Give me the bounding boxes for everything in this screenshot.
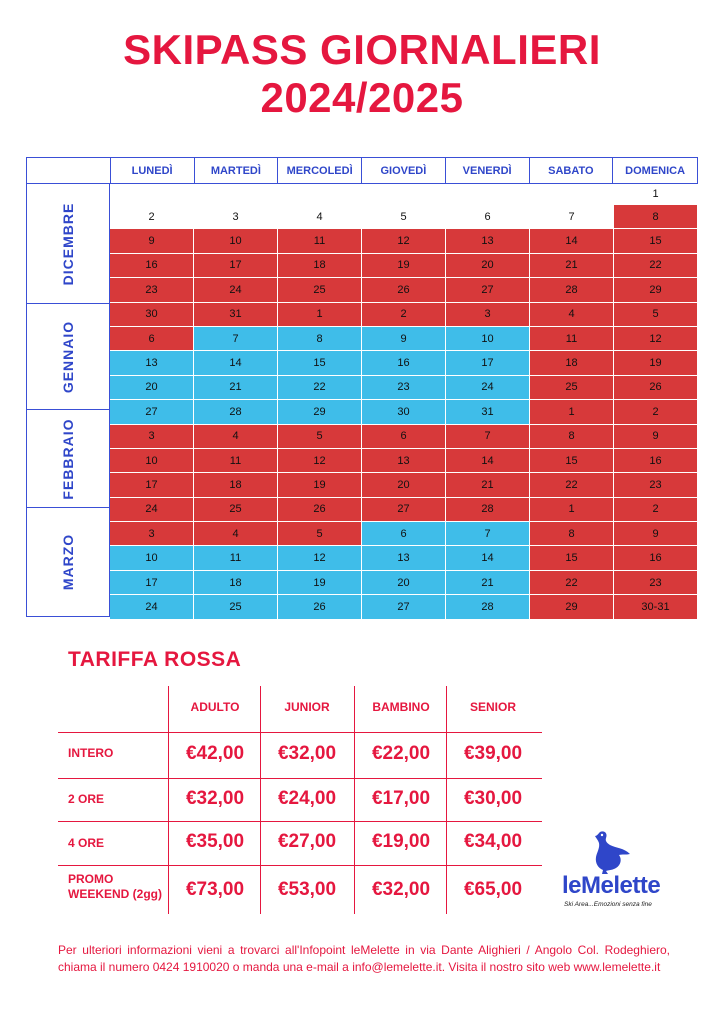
- row-label-2-ore: 2 ORE: [68, 792, 105, 806]
- calendar-day-cell: 10: [110, 546, 194, 570]
- calendar-day-cell: 16: [614, 449, 698, 473]
- calendar-day-cell: 25: [194, 595, 278, 619]
- calendar-day-cell: 20: [362, 473, 446, 497]
- calendar-day-cell: 28: [530, 278, 614, 302]
- price-cell: €19,00: [371, 831, 431, 852]
- calendar-day-cell: 15: [530, 546, 614, 570]
- price-cell: €27,00: [277, 831, 337, 852]
- tariff-table: [58, 686, 542, 914]
- calendar-day-cell: 18: [194, 473, 278, 497]
- calendar-day-cell: 18: [194, 571, 278, 595]
- calendar-day-cell: 15: [530, 449, 614, 473]
- calendar-week-row: [110, 205, 698, 229]
- calendar-day-cell: 11: [194, 546, 278, 570]
- day-header: VENERDÌ: [446, 158, 530, 183]
- calendar-day-cell: 9: [362, 327, 446, 351]
- calendar-day-cell: [362, 184, 446, 205]
- calendar-day-cell: 7: [446, 425, 530, 449]
- calendar-day-cell: 14: [446, 449, 530, 473]
- calendar-week-row: [110, 400, 698, 424]
- calendar-day-cell: [530, 184, 614, 205]
- calendar-day-cell: 12: [278, 449, 362, 473]
- month-label: GENNAIO: [60, 320, 76, 393]
- column-header-adulto: ADULTO: [190, 700, 240, 714]
- calendar-day-cell: 12: [614, 327, 698, 351]
- calendar-day-cell: 17: [110, 571, 194, 595]
- calendar-week-row: [110, 546, 698, 570]
- calendar-day-cell: 4: [278, 205, 362, 229]
- calendar-header: [26, 157, 698, 184]
- calendar-day-cell: 16: [614, 546, 698, 570]
- calendar-day-cell: 18: [530, 351, 614, 375]
- calendar-day-cell: 5: [278, 522, 362, 546]
- calendar-day-cell: 11: [194, 449, 278, 473]
- calendar-day-cell: 23: [362, 376, 446, 400]
- month-label: MARZO: [60, 533, 76, 591]
- calendar-day-cell: 14: [194, 351, 278, 375]
- calendar-day-cell: 9: [614, 522, 698, 546]
- day-header: MERCOLEDÌ: [278, 158, 362, 183]
- calendar-day-cell: 28: [446, 498, 530, 522]
- price-cell: €73,00: [185, 879, 245, 900]
- price-cell: €35,00: [185, 831, 245, 852]
- calendar-day-cell: 23: [614, 473, 698, 497]
- price-cell: €17,00: [371, 788, 431, 809]
- calendar-day-cell: 22: [614, 254, 698, 278]
- calendar-day-cell: 3: [446, 303, 530, 327]
- calendar-day-cell: 27: [362, 595, 446, 619]
- price-cell: €32,00: [277, 743, 337, 764]
- calendar-day-cell: [446, 184, 530, 205]
- calendar-day-cell: 1: [530, 498, 614, 522]
- calendar-day-cell: 25: [194, 498, 278, 522]
- month-block-gennaio: [26, 304, 110, 410]
- calendar-week-row: [110, 425, 698, 449]
- calendar: [26, 184, 698, 617]
- calendar-day-cell: 8: [614, 205, 698, 229]
- calendar-day-cell: 2: [614, 400, 698, 424]
- calendar-day-cell: 11: [530, 327, 614, 351]
- calendar-day-cell: 23: [110, 278, 194, 302]
- calendar-day-cell: 6: [110, 327, 194, 351]
- calendar-day-cell: 20: [362, 571, 446, 595]
- calendar-day-cell: 5: [362, 205, 446, 229]
- calendar-day-cell: 21: [530, 254, 614, 278]
- month-label: DICEMBRE: [60, 202, 76, 285]
- calendar-day-cell: 27: [110, 400, 194, 424]
- calendar-day-cell: 27: [362, 498, 446, 522]
- day-header: SABATO: [530, 158, 614, 183]
- calendar-day-cell: 7: [530, 205, 614, 229]
- calendar-week-row: [110, 254, 698, 278]
- calendar-day-cell: 31: [194, 303, 278, 327]
- calendar-day-cell: [194, 184, 278, 205]
- calendar-week-row: [110, 473, 698, 497]
- calendar-week-row: [110, 571, 698, 595]
- calendar-day-cell: 21: [446, 571, 530, 595]
- calendar-week-row: [110, 229, 698, 253]
- calendar-day-cell: 26: [362, 278, 446, 302]
- calendar-day-cell: 19: [278, 473, 362, 497]
- calendar-week-row: [110, 278, 698, 302]
- price-cell: €34,00: [463, 831, 523, 852]
- calendar-day-cell: 22: [278, 376, 362, 400]
- season-title: 2024/2025: [260, 74, 464, 121]
- calendar-day-cell: 29: [530, 595, 614, 619]
- calendar-day-cell: 30: [362, 400, 446, 424]
- calendar-day-cell: 13: [362, 449, 446, 473]
- calendar-day-cell: 2: [110, 205, 194, 229]
- calendar-day-cell: 21: [194, 376, 278, 400]
- calendar-week-row: [110, 351, 698, 375]
- price-cell: €22,00: [371, 743, 431, 764]
- calendar-day-cell: 4: [530, 303, 614, 327]
- calendar-day-cell: 6: [362, 522, 446, 546]
- calendar-day-cell: 4: [194, 425, 278, 449]
- row-label-intero: INTERO: [68, 746, 114, 760]
- calendar-day-cell: 16: [110, 254, 194, 278]
- calendar-day-cell: 14: [446, 546, 530, 570]
- table-divider: [58, 821, 542, 822]
- calendar-week-row: [110, 327, 698, 351]
- calendar-day-cell: 23: [614, 571, 698, 595]
- calendar-day-cell: 15: [278, 351, 362, 375]
- month-block-dicembre: [26, 184, 110, 304]
- calendar-day-cell: 14: [530, 229, 614, 253]
- calendar-day-cell: 29: [614, 278, 698, 302]
- page-title: SKIPASS GIORNALIERI: [123, 26, 601, 73]
- calendar-day-cell: 3: [110, 425, 194, 449]
- calendar-day-cell: 8: [278, 327, 362, 351]
- calendar-week-row: [110, 522, 698, 546]
- calendar-day-cell: 4: [194, 522, 278, 546]
- calendar-day-cell: 26: [278, 498, 362, 522]
- calendar-week-row: [110, 303, 698, 327]
- calendar-day-cell: 7: [194, 327, 278, 351]
- calendar-day-cell: 17: [446, 351, 530, 375]
- calendar-day-cell: 22: [530, 473, 614, 497]
- calendar-day-cell: 27: [446, 278, 530, 302]
- calendar-day-cell: 26: [614, 376, 698, 400]
- price-cell: €24,00: [277, 788, 337, 809]
- logo-wordmark: leMelette: [562, 872, 661, 899]
- calendar-day-cell: 19: [614, 351, 698, 375]
- column-header-senior: SENIOR: [469, 700, 516, 714]
- calendar-day-cell: 10: [194, 229, 278, 253]
- calendar-day-cell: 18: [278, 254, 362, 278]
- calendar-day-cell: 6: [446, 205, 530, 229]
- calendar-day-cell: 2: [614, 498, 698, 522]
- day-header: LUNEDÌ: [111, 158, 195, 183]
- calendar-day-cell: 28: [194, 400, 278, 424]
- calendar-day-cell: 26: [278, 595, 362, 619]
- calendar-day-cell: 13: [110, 351, 194, 375]
- calendar-day-cell: 15: [614, 229, 698, 253]
- calendar-day-cell: 12: [362, 229, 446, 253]
- calendar-day-cell: 13: [362, 546, 446, 570]
- calendar-week-row: [110, 376, 698, 400]
- calendar-day-cell: 19: [362, 254, 446, 278]
- calendar-week-row: [110, 449, 698, 473]
- calendar-day-cell: 8: [530, 425, 614, 449]
- price-cell: €65,00: [463, 879, 523, 900]
- calendar-day-cell: 25: [530, 376, 614, 400]
- calendar-day-cell: 25: [278, 278, 362, 302]
- calendar-day-cell: 10: [446, 327, 530, 351]
- calendar-day-cell: 24: [446, 376, 530, 400]
- tariff-title: TARIFFA ROSSA: [68, 648, 242, 671]
- table-divider: [58, 778, 542, 779]
- price-cell: €30,00: [463, 788, 523, 809]
- day-header: MARTEDÌ: [195, 158, 279, 183]
- calendar-day-cell: 24: [194, 278, 278, 302]
- calendar-day-cell: 28: [446, 595, 530, 619]
- day-header: DOMENICA: [625, 164, 686, 177]
- calendar-grid: [110, 184, 698, 620]
- month-block-marzo: [26, 508, 110, 617]
- lemelette-logo: [556, 828, 676, 918]
- column-header-junior: JUNIOR: [284, 700, 330, 714]
- calendar-day-cell: 1: [278, 303, 362, 327]
- calendar-week-row: [110, 498, 698, 522]
- calendar-day-cell: [110, 184, 194, 205]
- calendar-day-cell: 2: [362, 303, 446, 327]
- row-label-4-ore: 4 ORE: [68, 836, 105, 850]
- price-cell: €32,00: [185, 788, 245, 809]
- price-cell: €32,00: [371, 879, 431, 900]
- day-header: GIOVEDÌ: [362, 158, 446, 183]
- logo-tagline: Ski Area...Emozioni senza fine: [564, 901, 652, 908]
- calendar-day-cell: 12: [278, 546, 362, 570]
- calendar-day-cell: 7: [446, 522, 530, 546]
- capercaillie-bird-icon: [586, 828, 634, 874]
- table-divider: [58, 865, 542, 866]
- calendar-day-cell: 8: [530, 522, 614, 546]
- calendar-day-cell: 10: [110, 449, 194, 473]
- calendar-day-cell: 30-31: [614, 595, 698, 619]
- calendar-day-cell: 5: [278, 425, 362, 449]
- month-block-febbraio: [26, 410, 110, 508]
- calendar-day-cell: 5: [614, 303, 698, 327]
- calendar-day-cell: 3: [194, 205, 278, 229]
- calendar-day-cell: 9: [110, 229, 194, 253]
- calendar-day-cell: 29: [278, 400, 362, 424]
- calendar-day-cell: 1: [614, 184, 698, 205]
- calendar-day-cell: 17: [110, 473, 194, 497]
- calendar-corner: [27, 158, 111, 183]
- calendar-day-cell: 20: [446, 254, 530, 278]
- calendar-day-cell: 30: [110, 303, 194, 327]
- calendar-day-cell: 21: [446, 473, 530, 497]
- column-header-bambino: BAMBINO: [372, 700, 430, 714]
- calendar-day-cell: 16: [362, 351, 446, 375]
- calendar-week-row: [110, 595, 698, 619]
- calendar-day-cell: 24: [110, 595, 194, 619]
- footer-info: Per ulteriori informazioni vieni a trovarci all'Infopoint leMelette in via Dante Alighieri / Angolo Col. Rodeghiero, chiama il numero 0424 1910020 o manda una e-mail a info@lemelette.it. Visita il nostro sito web www.lemelette.it: [58, 943, 670, 974]
- calendar-day-cell: 22: [530, 571, 614, 595]
- price-cell: €53,00: [277, 879, 337, 900]
- calendar-day-cell: 19: [278, 571, 362, 595]
- calendar-day-cell: 17: [194, 254, 278, 278]
- calendar-day-cell: 9: [614, 425, 698, 449]
- calendar-week-row: [110, 184, 698, 205]
- price-cell: €42,00: [185, 743, 245, 764]
- table-divider: [58, 732, 542, 733]
- calendar-day-cell: 20: [110, 376, 194, 400]
- row-label-promo-weekend: PROMO WEEKEND (2gg): [68, 872, 162, 901]
- calendar-day-cell: 24: [110, 498, 194, 522]
- calendar-day-cell: 13: [446, 229, 530, 253]
- calendar-day-cell: 11: [278, 229, 362, 253]
- calendar-day-cell: 6: [362, 425, 446, 449]
- month-label: FEBBRAIO: [60, 417, 76, 500]
- price-cell: €39,00: [463, 743, 523, 764]
- calendar-day-cell: 3: [110, 522, 194, 546]
- calendar-day-cell: 1: [530, 400, 614, 424]
- calendar-day-cell: 31: [446, 400, 530, 424]
- calendar-day-cell: [278, 184, 362, 205]
